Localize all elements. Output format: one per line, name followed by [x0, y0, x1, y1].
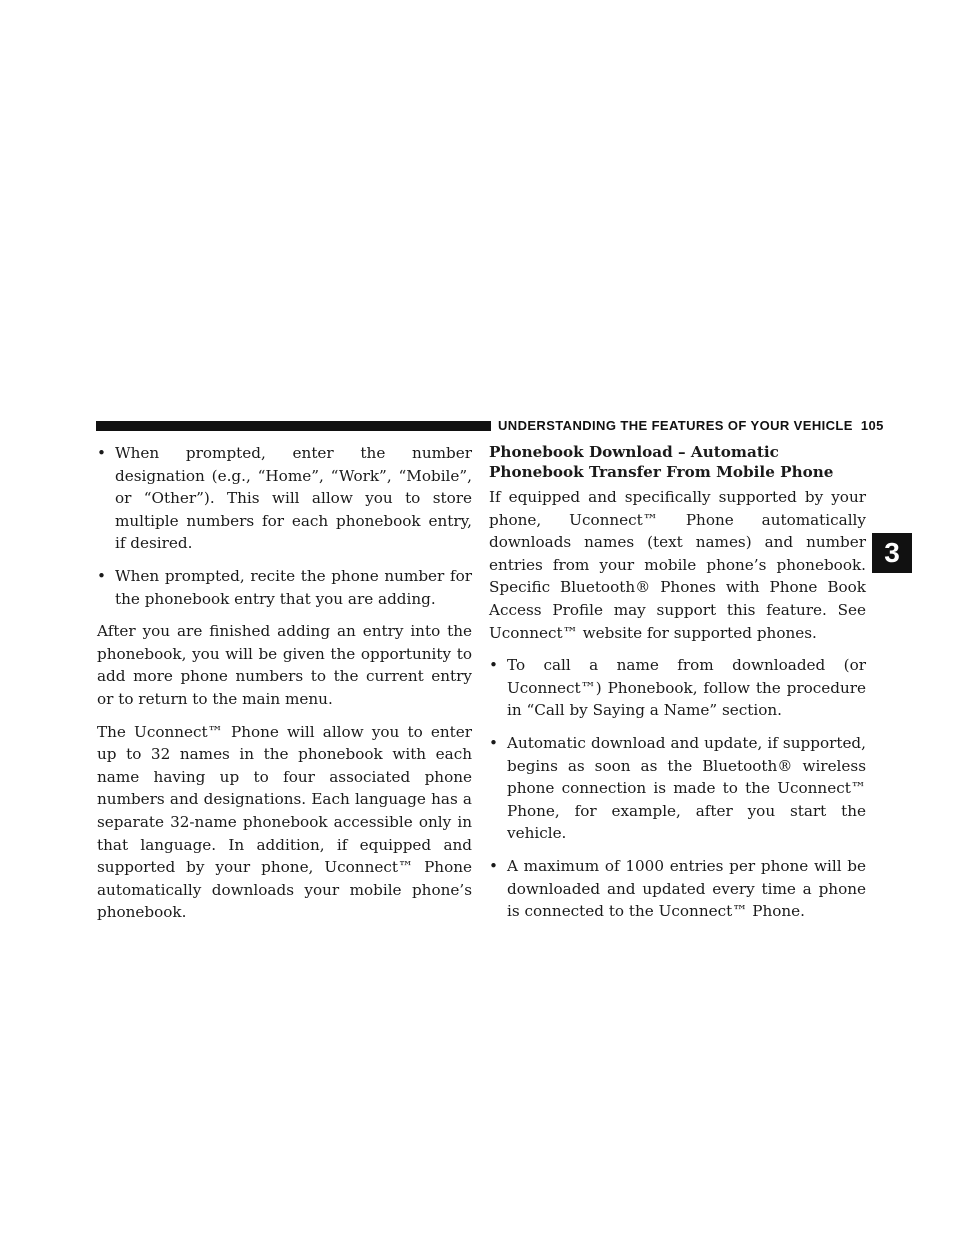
paragraph: The Uconnect™ Phone will allow you to enter up to 32 names in the phonebook with each name having up to four associated phone numbers and designations. Each language has a separate 32-name phonebook accessible only in that language. In addition, if equipped and supported by your phone, Uconnect™ Phone automatically downloads your mobile phone’s phonebook.: [97, 722, 472, 922]
bullet-icon: •: [489, 656, 498, 675]
section-title: UNDERSTANDING THE FEATURES OF YOUR VEHICLE: [498, 418, 853, 433]
left-column: [97, 442, 472, 934]
bullet-icon: •: [97, 444, 106, 462]
list-item: [97, 565, 472, 610]
list-item-text: Automatic download and update, if supported, begins as soon as the Bluetooth® wireless phone connection is made to the Uconnect™ Phone, for example, after you start the vehicle.: [507, 733, 866, 843]
list-item-text: When prompted, recite the phone number for the phonebook entry that you are adding.: [115, 566, 472, 608]
list-item: [489, 654, 866, 722]
bullet-icon: •: [489, 856, 498, 875]
list-item-text: When prompted, enter the number designation (e.g., “Home”, “Work”, “Mobile”, or “Other”). This will allow you to store multiple numbers for each phonebook entry, if desired.: [115, 444, 472, 553]
list-item: [97, 442, 472, 555]
page-number: 105: [860, 418, 884, 433]
bullet-icon: •: [97, 566, 106, 585]
paragraph: After you are finished adding an entry into the phonebook, you will be given the opportunity to add more phone numbers to the current entry or to return to the main menu.: [97, 622, 472, 708]
bullet-icon: •: [489, 733, 498, 752]
paragraph: If equipped and specifically supported by your phone, Uconnect™ Phone automatically downloads names (text names) and number entries from your mobile phone’s phonebook. Specific Bluetooth® Phones with Phone Book Access Profile may support this feature. See Uconnect™ website for supported phones.: [489, 488, 866, 642]
list-item-text: To call a name from downloaded (or Uconnect™) Phonebook, follow the procedure in “Call by Saying a Name” section.: [507, 656, 866, 720]
right-column: [489, 442, 866, 933]
chapter-tab: 3: [872, 533, 912, 573]
list-item: [489, 855, 866, 923]
list-item: [489, 732, 866, 845]
list-item-text: A maximum of 1000 entries per phone will be downloaded and updated every time a phone is connected to the Uconnect™ Phone.: [507, 856, 866, 921]
running-header: [498, 418, 884, 433]
header-rule: [96, 421, 491, 431]
section-heading: Phonebook Download – Automatic Phonebook Transfer From Mobile Phone: [489, 443, 834, 481]
